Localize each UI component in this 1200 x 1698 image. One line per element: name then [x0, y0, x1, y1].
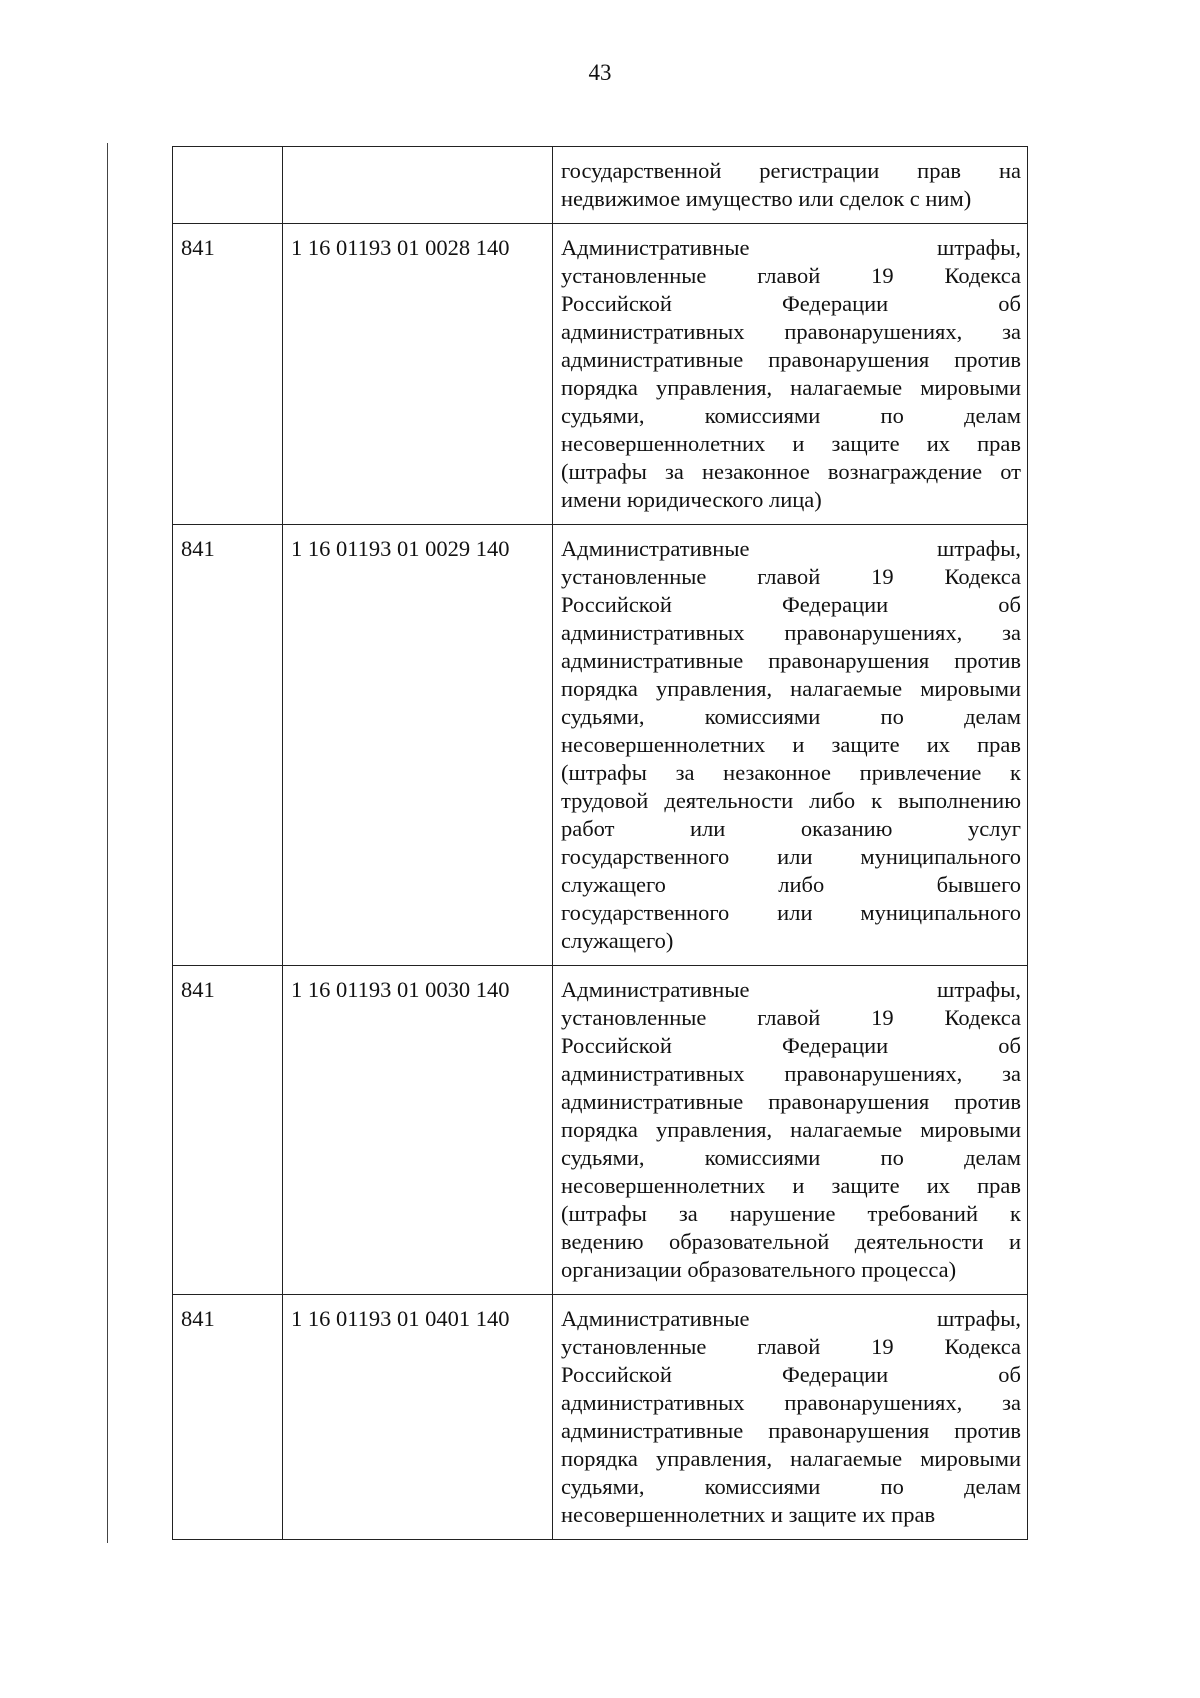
description-line: Административные штрафы, [561, 235, 1021, 260]
description-line: Административные штрафы, [561, 536, 1021, 561]
description-line: административные правонарушения против [561, 648, 1021, 673]
income-description-cell [553, 966, 1028, 1295]
description-line: судьями, комиссиями по делам [561, 1474, 1021, 1499]
budget-class-code-cell: 1 16 01193 01 0030 140 [283, 966, 553, 1295]
admin-code-cell [173, 147, 283, 224]
description-line: Российской Федерации об [561, 592, 1021, 617]
description-line: установленные главой 19 Кодекса [561, 263, 1021, 288]
description-line: Административные штрафы, [561, 1306, 1021, 1331]
admin-code-cell: 841 [173, 966, 283, 1295]
description-line: трудовой деятельности либо к выполнению [561, 788, 1021, 813]
description-line: установленные главой 19 Кодекса [561, 564, 1021, 589]
description-line: государственного или муниципального [561, 900, 1021, 925]
description-line: Российской Федерации об [561, 1362, 1021, 1387]
description-line: установленные главой 19 Кодекса [561, 1005, 1021, 1030]
description-line: установленные главой 19 Кодекса [561, 1334, 1021, 1359]
description-line: Российской Федерации об [561, 1033, 1021, 1058]
description-line: Административные штрафы, [561, 977, 1021, 1002]
description-line: административные правонарушения против [561, 1089, 1021, 1114]
description-line: (штрафы за незаконное вознаграждение от [561, 459, 1021, 484]
table-row [173, 966, 1028, 1295]
description-line: судьями, комиссиями по делам [561, 1145, 1021, 1170]
description-line: судьями, комиссиями по делам [561, 403, 1021, 428]
description-line: административных правонарушениях, за [561, 319, 1021, 344]
description-line: служащего либо бывшего [561, 872, 1021, 897]
description-line: недвижимое имущество или сделок с ним) [561, 186, 972, 211]
description-line: порядка управления, налагаемые мировыми [561, 1117, 1021, 1142]
description-line: порядка управления, налагаемые мировыми [561, 676, 1021, 701]
table-body [173, 147, 1028, 1540]
page-number: 43 [588, 60, 612, 85]
description-line: Российской Федерации об [561, 291, 1021, 316]
budget-class-code-cell: 1 16 01193 01 0028 140 [283, 224, 553, 525]
description-line: ведению образовательной деятельности и [561, 1229, 1021, 1254]
description-line: административные правонарушения против [561, 347, 1021, 372]
admin-code-cell: 841 [173, 525, 283, 966]
description-line: несовершеннолетних и защите их прав [561, 1502, 936, 1527]
budget-class-code-cell: 1 16 01193 01 0401 140 [283, 1295, 553, 1540]
description-line: государственного или муниципального [561, 844, 1021, 869]
description-line: организации образовательного процесса) [561, 1257, 957, 1282]
description-line: порядка управления, налагаемые мировыми [561, 375, 1021, 400]
description-line: (штрафы за незаконное привлечение к [561, 760, 1021, 785]
description-line: государственной регистрации прав на [561, 158, 1021, 183]
description-line: порядка управления, налагаемые мировыми [561, 1446, 1021, 1471]
income-description-cell [553, 147, 1028, 224]
description-line: (штрафы за нарушение требований к [561, 1201, 1021, 1226]
description-line: административных правонарушениях, за [561, 1061, 1021, 1086]
table-row [173, 147, 1028, 224]
description-line: административных правонарушениях, за [561, 620, 1021, 645]
table-row [173, 525, 1028, 966]
description-line: имени юридического лица) [561, 487, 822, 512]
income-description-cell [553, 525, 1028, 966]
budget-class-code-cell: 1 16 01193 01 0029 140 [283, 525, 553, 966]
table-row [173, 1295, 1028, 1540]
admin-code-cell: 841 [173, 1295, 283, 1540]
description-line: работ или оказанию услуг [561, 816, 1021, 841]
description-line: административные правонарушения против [561, 1418, 1021, 1443]
description-line: административных правонарушениях, за [561, 1390, 1021, 1415]
description-line: служащего) [561, 928, 674, 953]
margin-line [107, 143, 108, 1543]
table-row [173, 224, 1028, 525]
budget-class-code-cell [283, 147, 553, 224]
income-description-cell [553, 224, 1028, 525]
admin-code-cell: 841 [173, 224, 283, 525]
description-line: несовершеннолетних и защите их прав [561, 732, 1021, 757]
income-description-cell [553, 1295, 1028, 1540]
description-line: несовершеннолетних и защите их прав [561, 1173, 1021, 1198]
budget-codes-table [172, 146, 1028, 1540]
description-line: несовершеннолетних и защите их прав [561, 431, 1021, 456]
description-line: судьями, комиссиями по делам [561, 704, 1021, 729]
